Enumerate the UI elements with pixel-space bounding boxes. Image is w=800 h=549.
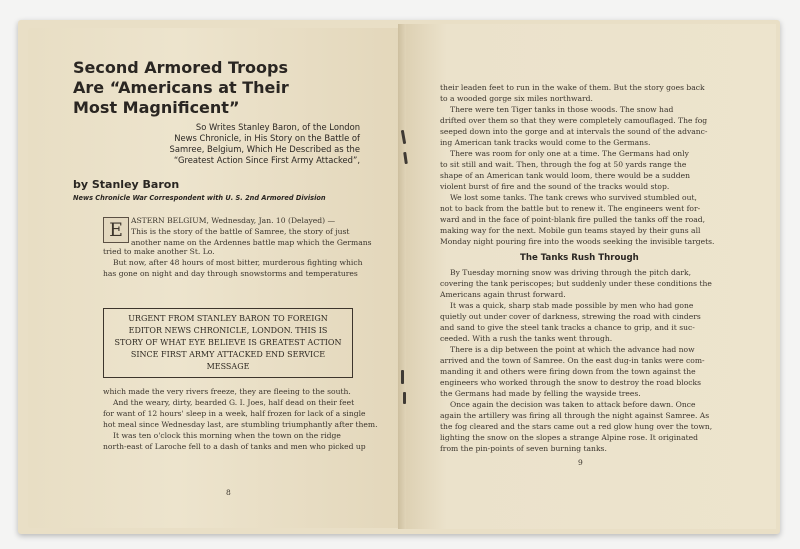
text-line: ing American tank tracks would come to the Germans.: [440, 138, 651, 147]
text-line: another name on the Ardennes battle map which the Germans: [131, 238, 372, 247]
urgent-callout-box: [103, 308, 353, 378]
text-line: arrived and the town of Samree. On the east dug-in tanks were com-: [440, 356, 705, 365]
text-line: There is a dip between the point at which the advance had now: [450, 345, 695, 354]
text-line: for want of 12 hours' sleep in a week, half frozen for lack of a single: [103, 409, 366, 418]
text-line: tried to make another St. Lo.: [103, 247, 215, 256]
article-subhead: [160, 122, 360, 166]
text-line: Americans again thrust forward.: [440, 290, 566, 299]
text-line: shape of an American tank would loom, there would be a sudden: [440, 171, 691, 180]
drop-cap: E: [103, 217, 129, 243]
text-line: ceeded. With a rush the tanks went through.: [440, 334, 613, 343]
text-line: It was ten o'clock this morning when the town on the ridge: [113, 431, 341, 440]
article-title: [73, 58, 313, 118]
right-column-bottom: [440, 267, 712, 454]
text-line: drifted over them so that they were completely camouflaged. The fog: [440, 116, 708, 125]
text-line: hot meal since Wednesday last, are stumbling triumphantly after them.: [103, 420, 378, 429]
text-line: violent burst of fire and the sound of the tracks would stop.: [440, 182, 670, 191]
text-line: There was room for only one at a time. The Germans had only: [450, 149, 689, 158]
callout-line: STORY OF WHAT EYE BELIEVE IS GREATEST ACTION: [114, 338, 342, 347]
subhead-line: So Writes Stanley Baron, of the London: [195, 122, 360, 132]
lead-paragraph-continued: [103, 246, 362, 279]
title-line: Most Magnificent”: [73, 98, 240, 117]
text-line: By Tuesday morning snow was driving through the pitch dark,: [450, 268, 692, 277]
callout-line: URGENT FROM STANLEY BARON TO FOREIGN: [128, 314, 328, 323]
text-line: engineers who worked through the snow to destroy the road blocks: [440, 378, 701, 387]
text-line: ASTERN BELGIUM, Wednesday, Jan. 10 (Delayed) —: [131, 216, 336, 225]
text-line: has gone on night and day through snowstorms and temperatures: [103, 269, 358, 278]
title-line: Second Armored Troops: [73, 58, 288, 77]
subhead-line: Samree, Belgium, Which He Described as the: [169, 144, 360, 154]
text-line: There were ten Tiger tanks in those woods. The snow had: [450, 105, 674, 114]
byline: by Stanley Baron: [73, 178, 180, 191]
callout-line: EDITOR NEWS CHRONICLE, LONDON. THIS IS: [128, 326, 328, 335]
staple-bottom-a: [401, 370, 404, 384]
text-line: covering the tank periscopes; but suddenly under these conditions the: [440, 279, 712, 288]
body-after-callout: [103, 386, 378, 452]
text-line: It was a quick, sharp stab made possible by men who had gone: [450, 301, 694, 310]
text-line: But now, after 48 hours of most bitter, murderous fighting which: [113, 258, 363, 267]
staple-bottom-b: [403, 392, 406, 404]
text-line: not to back from the battle but to renew it. The engineers went for-: [440, 204, 701, 213]
text-line: their leaden feet to run in the wake of them. But the story goes back: [440, 83, 705, 92]
right-column-top: [440, 82, 714, 247]
subhead-line: “Greatest Action Since First Army Attacked”,: [173, 155, 360, 165]
text-line: the Germans had made by felling the wayside trees.: [440, 389, 641, 398]
text-line: Monday night pouring fire into the woods seeking the invisible targets.: [440, 237, 715, 246]
subhead-line: News Chronicle, in His Story on the Battle of: [174, 133, 360, 143]
text-line: and sand to give the steel tank tracks a chance to grip, and it suc-: [440, 323, 695, 332]
booklet-gutter: [398, 24, 406, 529]
text-line: And the weary, dirty, bearded G. I. Joes, half dead on their feet: [113, 398, 355, 407]
text-line: seeped down into the gorge and at intervals the sound of the advanc-: [440, 127, 708, 136]
text-line: making way for the next. Mobile gun teams stayed by their guns all: [440, 226, 701, 235]
text-line: north-east of Laroche fell to a dash of tanks and men who picked up: [103, 442, 366, 451]
page-number-left: 8: [226, 488, 231, 497]
text-line: to sit still and wait. Then, through the fog at 50 yards range the: [440, 160, 687, 169]
text-line: which made the very rivers freeze, they are fleeing to the south.: [103, 387, 351, 396]
text-line: ward and in the face of point-blank fire pulled the tanks off the road,: [440, 215, 706, 224]
page-number-right: 9: [578, 458, 583, 467]
text-line: We lost some tanks. The tank crews who survived stumbled out,: [450, 193, 697, 202]
text-line: Once again the decision was taken to attack before dawn. Once: [450, 400, 696, 409]
title-line: Are “Americans at Their: [73, 78, 289, 97]
text-line: from the pin-points of seven burning tanks.: [440, 444, 607, 453]
text-line: quietly out under cover of darkness, strewing the road with cinders: [440, 312, 701, 321]
text-line: to a wooded gorge six miles northward.: [440, 94, 593, 103]
text-line: This is the story of the battle of Samree, the story of just: [131, 227, 350, 236]
text-line: again the artillery was firing all through the night against Samree. As: [440, 411, 710, 420]
text-line: the fog cleared and the stars came out a red glow hung over the town,: [440, 422, 713, 431]
text-line: lighting the snow on the slopes a strange Alpine rose. It originated: [440, 433, 699, 442]
callout-line: SINCE FIRST ARMY ATTACKED END SERVICE: [130, 350, 326, 359]
callout-line: MESSAGE: [206, 362, 250, 371]
section-heading: The Tanks Rush Through: [520, 253, 639, 263]
lead-paragraph: [131, 215, 391, 248]
text-line: manding it and others were firing down from the town against the: [440, 367, 696, 376]
byline-subtitle: News Chronicle War Correspondent with U. S. 2nd Armored Division: [73, 194, 326, 202]
